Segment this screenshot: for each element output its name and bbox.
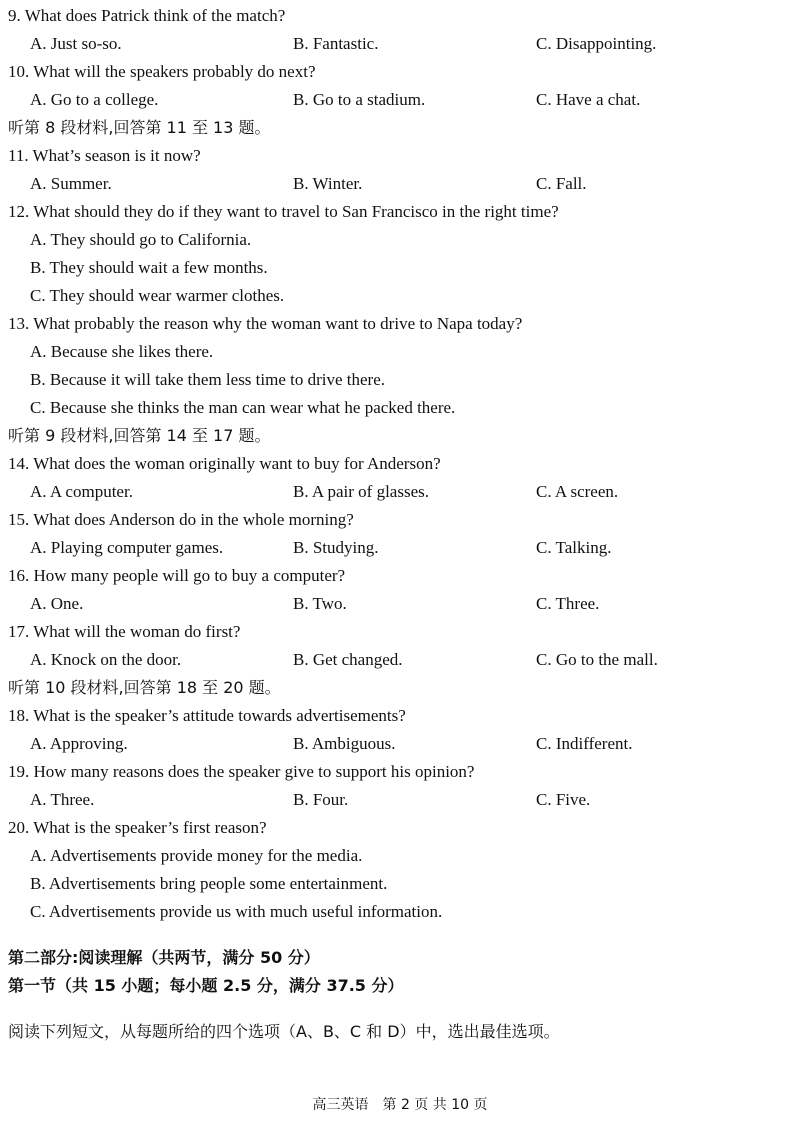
options-18 [8, 730, 792, 758]
option-13a: A. Because she likes there. [30, 342, 214, 361]
option-17a: A. Knock on the door. [30, 650, 182, 669]
option-10b: B. Go to a stadium. [293, 90, 426, 109]
reading-instruction: 阅读下列短文，从每题所给的四个选项（A、B、C 和 D）中，选出最佳选项。 [8, 1022, 560, 1041]
option-13b: B. Because it will take them less time to drive there. [30, 370, 386, 389]
section-8-instruction: 听第 8 段材料,回答第 11 至 13 题。 [8, 118, 271, 137]
option-15a: A. Playing computer games. [30, 538, 224, 557]
question-18: 18. What is the speaker’s attitude towards advertisements? [8, 706, 406, 725]
options-10 [8, 86, 792, 114]
option-11c: C. Fall. [536, 174, 587, 193]
option-19a: A. Three. [30, 790, 95, 809]
question-19: 19. How many reasons does the speaker give to support his opinion? [8, 762, 475, 781]
option-10a: A. Go to a college. [30, 90, 159, 109]
section-10-instruction: 听第 10 段材料,回答第 18 至 20 题。 [8, 678, 281, 697]
option-16a: A. One. [30, 594, 84, 613]
option-15c: C. Talking. [536, 538, 612, 557]
page-footer: 高三英语 第 2 页 共 10 页 [312, 1097, 488, 1113]
question-14: 14. What does the woman originally want to buy for Anderson? [8, 454, 441, 473]
spacer [8, 1000, 792, 1018]
option-16c: C. Three. [536, 594, 600, 613]
option-17c: C. Go to the mall. [536, 650, 658, 669]
options-16 [8, 590, 792, 618]
option-14c: C. A screen. [536, 482, 619, 501]
option-10c: C. Have a chat. [536, 90, 641, 109]
option-9b: B. Fantastic. [293, 34, 379, 53]
option-11b: B. Winter. [293, 174, 363, 193]
options-9 [8, 30, 792, 58]
options-19 [8, 786, 792, 814]
question-20: 20. What is the speaker’s first reason? [8, 818, 267, 837]
option-16b: B. Two. [293, 594, 347, 613]
option-20a: A. Advertisements provide money for the media. [30, 846, 363, 865]
option-14a: A. A computer. [30, 482, 133, 501]
question-17: 17. What will the woman do first? [8, 622, 241, 641]
question-13: 13. What probably the reason why the woman want to drive to Napa today? [8, 314, 523, 333]
question-11: 11. What’s season is it now? [8, 146, 201, 165]
option-19c: C. Five. [536, 790, 591, 809]
option-19b: B. Four. [293, 790, 349, 809]
option-11a: A. Summer. [30, 174, 112, 193]
option-14b: B. A pair of glasses. [293, 482, 429, 501]
options-14 [8, 478, 792, 506]
spacer [8, 926, 792, 944]
option-12a: A. They should go to California. [30, 230, 252, 249]
option-17b: B. Get changed. [293, 650, 403, 669]
question-12: 12. What should they do if they want to travel to San Francisco in the right time? [8, 202, 559, 221]
option-9a: A. Just so-so. [30, 34, 122, 53]
option-20c: C. Advertisements provide us with much useful information. [30, 902, 443, 921]
question-16: 16. How many people will go to buy a computer? [8, 566, 346, 585]
part-2-section-1-heading: 第一节（共 15 小题；每小题 2.5 分，满分 37.5 分） [8, 976, 404, 995]
options-17 [8, 646, 792, 674]
exam-page [8, 2, 792, 1046]
option-18b: B. Ambiguous. [293, 734, 396, 753]
option-13c: C. Because she thinks the man can wear what he packed there. [30, 398, 456, 417]
question-15: 15. What does Anderson do in the whole morning? [8, 510, 354, 529]
part-2-heading: 第二部分:阅读理解（共两节，满分 50 分） [8, 948, 320, 967]
section-9-instruction: 听第 9 段材料,回答第 14 至 17 题。 [8, 426, 271, 445]
option-9c: C. Disappointing. [536, 34, 657, 53]
option-20b: B. Advertisements bring people some entertainment. [30, 874, 388, 893]
option-15b: B. Studying. [293, 538, 379, 557]
question-10: 10. What will the speakers probably do next? [8, 62, 316, 81]
question-9: 9. What does Patrick think of the match? [8, 6, 286, 25]
options-15 [8, 534, 792, 562]
option-18c: C. Indifferent. [536, 734, 633, 753]
option-12c: C. They should wear warmer clothes. [30, 286, 285, 305]
option-18a: A. Approving. [30, 734, 128, 753]
options-11 [8, 170, 792, 198]
option-12b: B. They should wait a few months. [30, 258, 268, 277]
